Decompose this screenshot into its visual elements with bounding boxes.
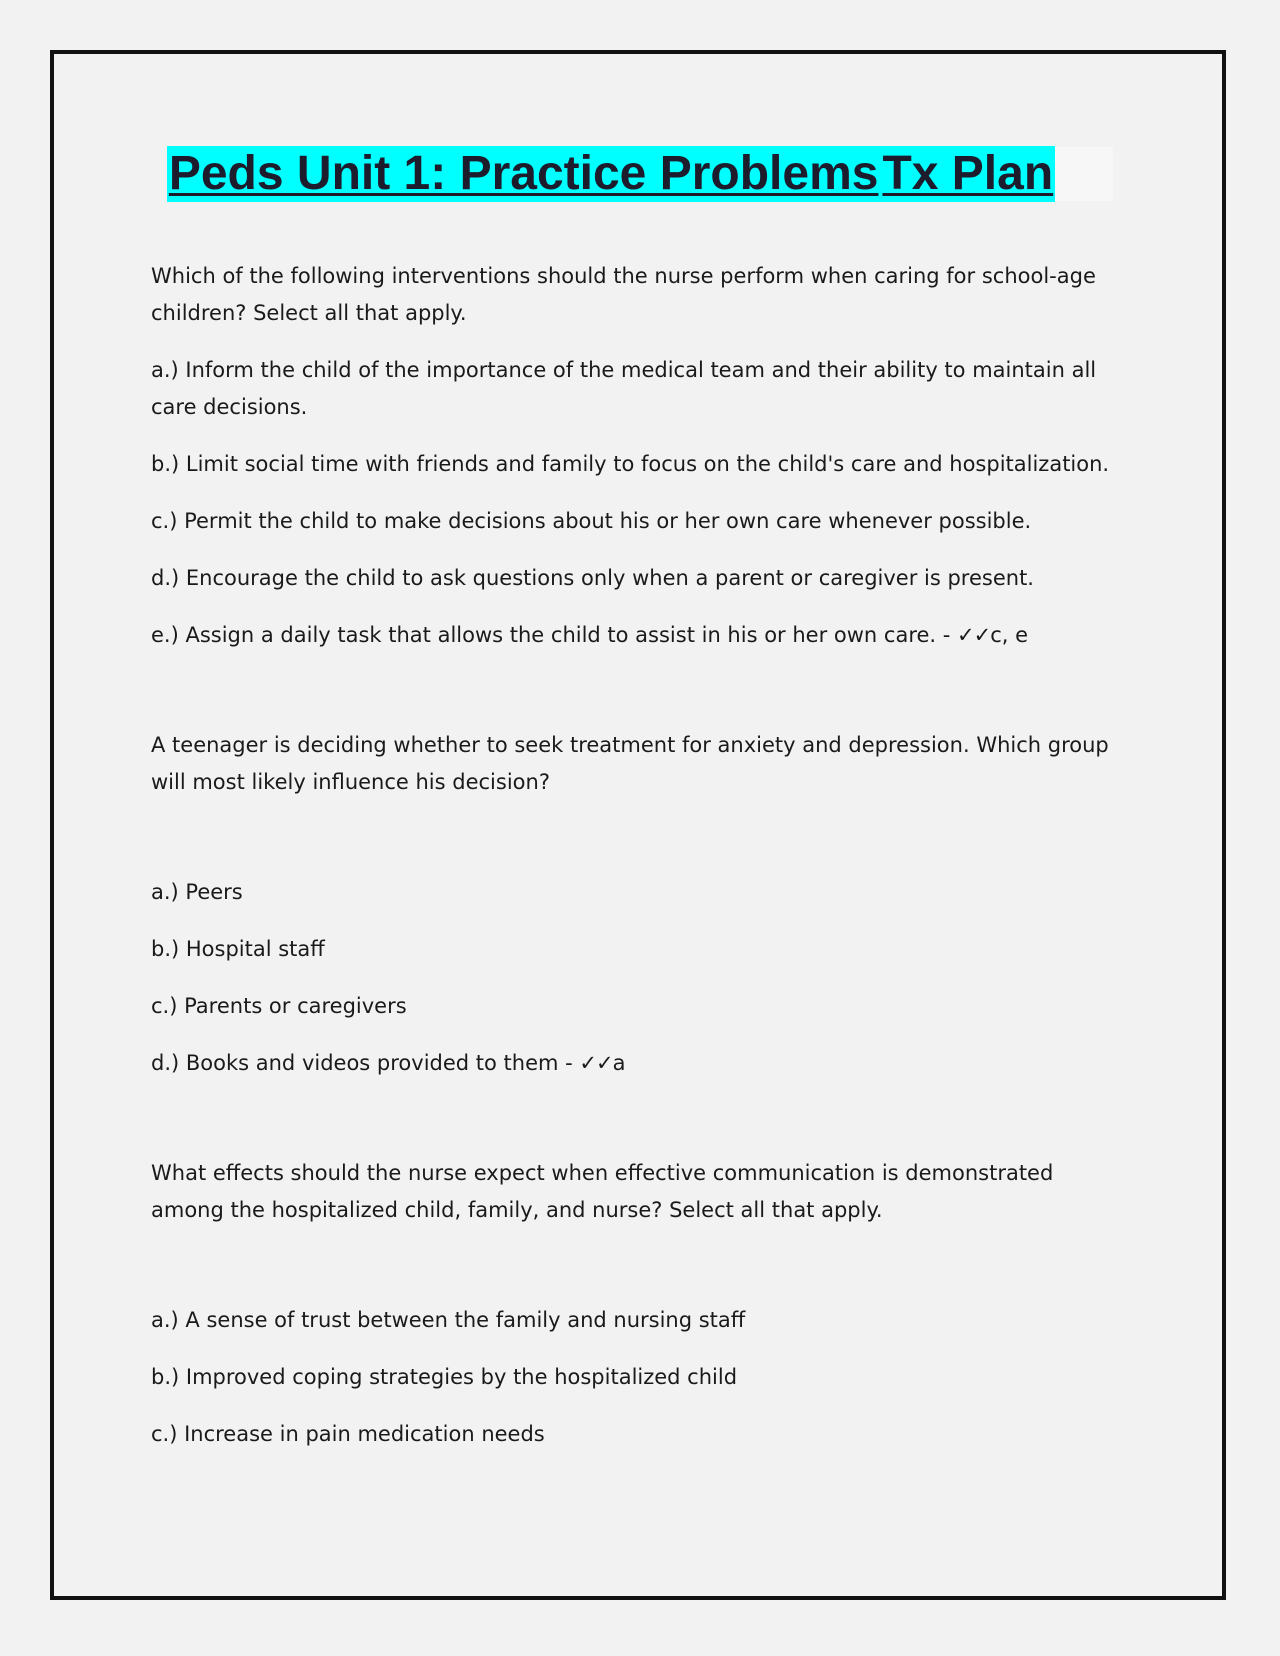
title-main: Peds Unit 1: Practice Problems — [168, 147, 879, 200]
answer-key: a — [612, 1051, 626, 1075]
question-stem: A teenager is deciding whether to seek treatment for anxiety and depression. Which group will most likely influence his decision? — [151, 733, 1109, 794]
checkmark-icon: ✓✓ — [957, 623, 991, 647]
answer-option: b.) Improved coping strategies by the hospitalized child — [151, 1365, 738, 1389]
answer-option: a.) Peers — [151, 880, 243, 904]
checkmark-icon: ✓✓ — [579, 1051, 613, 1075]
answer-option-text: d.) Books and videos provided to them - — [151, 1051, 573, 1075]
answer-option-with-key — [151, 1045, 1131, 1082]
answer-option: b.) Limit social time with friends and family to focus on the child's care and hospitalization. — [151, 452, 1110, 476]
title-subtitle: Tx Plan — [882, 147, 1054, 200]
answer-option: b.) Hospital staff — [151, 937, 325, 961]
answer-option: a.) Inform the child of the importance of the medical team and their ability to maintain all care decisions. — [151, 358, 1097, 419]
document-body — [151, 258, 1131, 1453]
answer-option-with-key — [151, 617, 1131, 654]
page-title — [0, 146, 1280, 202]
title-highlight-tail — [1055, 147, 1113, 201]
answer-option: d.) Encourage the child to ask questions only when a parent or caregiver is present. — [151, 566, 1034, 590]
answer-option: c.) Increase in pain medication needs — [151, 1422, 545, 1446]
answer-key: c, e — [990, 623, 1029, 647]
question-stem: Which of the following interventions should the nurse perform when caring for school-age children? Select all that apply. — [151, 264, 1096, 325]
answer-option: a.) A sense of trust between the family and nursing staff — [151, 1308, 746, 1332]
answer-option: c.) Parents or caregivers — [151, 994, 407, 1018]
answer-option: c.) Permit the child to make decisions about his or her own care whenever possible. — [151, 509, 1032, 533]
question-stem: What effects should the nurse expect when effective communication is demonstrated among the hospitalized child, family, and nurse? Select all that apply. — [151, 1161, 1054, 1222]
answer-option-text: e.) Assign a daily task that allows the child to assist in his or her own care. - — [151, 623, 951, 647]
